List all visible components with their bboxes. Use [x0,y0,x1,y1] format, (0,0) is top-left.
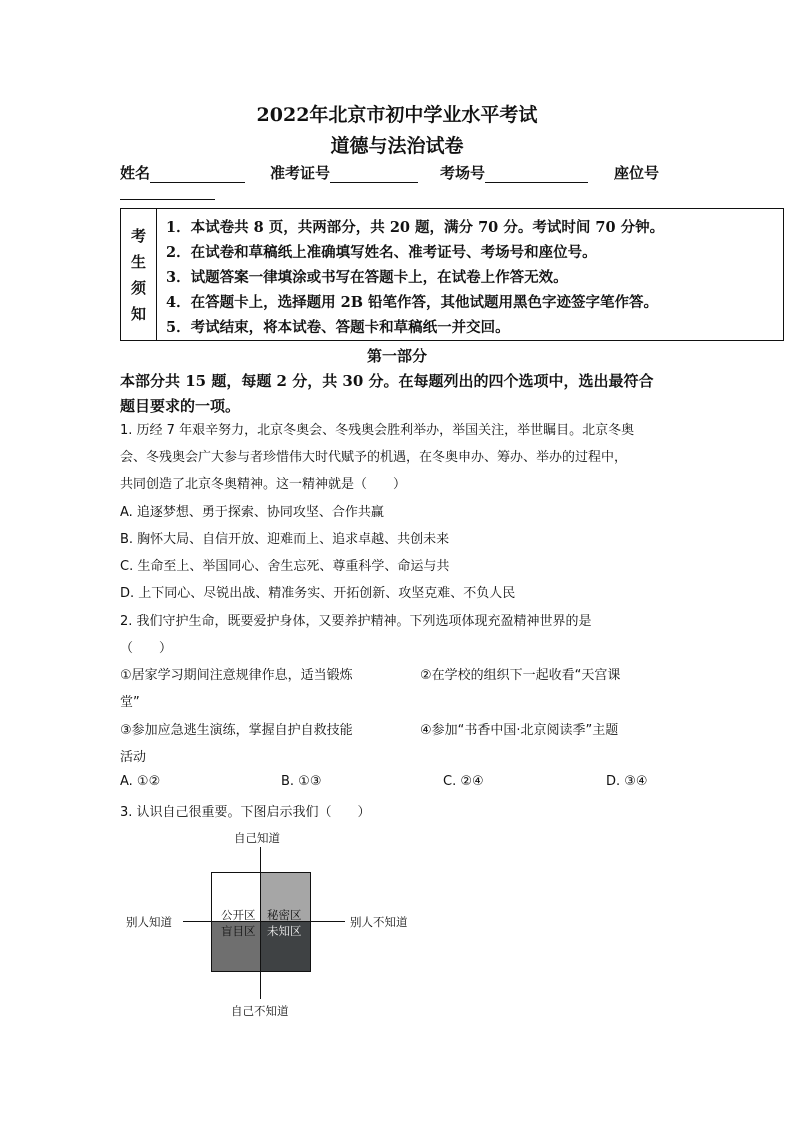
exam-id-blank[interactable] [330,166,418,183]
seat-label: 座位号 [614,164,660,182]
open-area-label: 公开区 [221,908,256,922]
q1-option-d[interactable]: D. 上下同心、尽锐出战、精准务实、开拓创新、攻坚克难、不负人民 [120,586,516,601]
notice-label-char: 生 [131,253,147,271]
q1-option-c[interactable]: C. 生命至上、举国同心、舍生忘死、尊重科学、命运与共 [120,559,450,574]
notice-line: 3．试题答案一律填涂或书写在答题卡上，在试卷上作答无效。 [166,269,568,286]
q2-item-4: ④参加“书香中国·北京阅读季”主题 [420,723,619,738]
q2-option-a[interactable]: A. ①② [120,774,161,789]
q2-stem: （ ） [120,641,173,656]
horizontal-axis [183,921,345,922]
q2-item-3: ③参加应急逃生演练，掌握自护自救技能 [120,723,353,738]
part1-intro: 本部分共 15 题，每题 2 分，共 30 分。在每题列出的四个选项中，选出最符合 [120,372,654,390]
q2-item-2: 堂” [120,695,140,710]
name-field[interactable] [120,162,245,183]
notice-line: 1．本试卷共 8 页，共两部分，共 20 题，满分 70 分。考试时间 70 分钟。 [166,219,665,236]
top-axis-label: 自己知道 [234,831,280,845]
candidate-notice-box [120,208,784,341]
q2-option-c[interactable]: C. ②④ [443,774,484,789]
seat-blank[interactable] [120,199,215,200]
notice-label [121,209,157,340]
exam-id-field[interactable] [270,162,418,183]
blind-area-label: 盲目区 [221,924,256,938]
q1-stem: 会、冬残奥会广大参与者珍惜伟大时代赋予的机遇，在冬奥申办、筹办、举办的过程中， [120,450,628,465]
name-blank[interactable] [150,166,245,183]
q2-option-d[interactable]: D. ③④ [606,774,648,789]
q1-option-a[interactable]: A. 追逐梦想、勇于探索、协同攻坚、合作共赢 [120,505,384,520]
q2-stem: 2. 我们守护生命，既要爱护身体，又要养护精神。下列选项体现充盈精神世界的是 [120,614,592,629]
q1-option-b[interactable]: B. 胸怀大局、自信开放、迎难而上、追求卓越、共创未来 [120,532,450,547]
unknown-area-label: 未知区 [267,924,302,938]
room-blank[interactable] [485,166,588,183]
exam-title: 2022年北京市初中学业水平考试 [256,104,538,126]
exam-subtitle: 道德与法治试卷 [330,135,464,157]
notice-line: 5．考试结束，将本试卷、答题卡和草稿纸一并交回。 [166,319,510,336]
room-field[interactable] [440,162,588,183]
name-label: 姓名 [120,164,151,182]
part1-heading: 第一部分 [366,347,427,365]
secret-area-label: 秘密区 [267,908,302,922]
q2-item-2: ②在学校的组织下一起收看“天宫课 [420,668,621,683]
notice-label-char: 须 [131,279,147,297]
notice-label-char: 考 [131,227,147,245]
exam-id-label: 准考证号 [270,164,331,182]
room-label: 考场号 [440,164,486,182]
q1-stem: 1. 历经 7 年艰辛努力，北京冬奥会、冬残奥会胜利举办，举国关注，举世瞩目。北京冬奥 [120,423,635,438]
right-axis-label: 别人不知道 [350,915,408,929]
q2-item-1: ①居家学习期间注意规律作息，适当锻炼 [120,668,353,683]
q1-stem: 共同创造了北京冬奥精神。这一精神就是（ ） [120,477,407,492]
q2-item-4: 活动 [120,750,147,765]
notice-line: 2．在试卷和草稿纸上准确填写姓名、准考证号、考场号和座位号。 [166,244,597,261]
vertical-axis [260,847,261,999]
notice-label-char: 知 [131,305,147,323]
q2-option-b[interactable]: B. ①③ [281,774,322,789]
seat-field[interactable] [614,162,659,183]
bottom-axis-label: 自己不知道 [231,1004,289,1018]
left-axis-label: 别人知道 [126,915,172,929]
q3-stem: 3. 认识自己很重要。下图启示我们（ ） [120,805,371,820]
notice-line: 4．在答题卡上，选择题用 2B 铅笔作答，其他试题用黑色字迹签字笔作答。 [166,294,659,311]
part1-intro: 题目要求的一项。 [120,397,241,415]
